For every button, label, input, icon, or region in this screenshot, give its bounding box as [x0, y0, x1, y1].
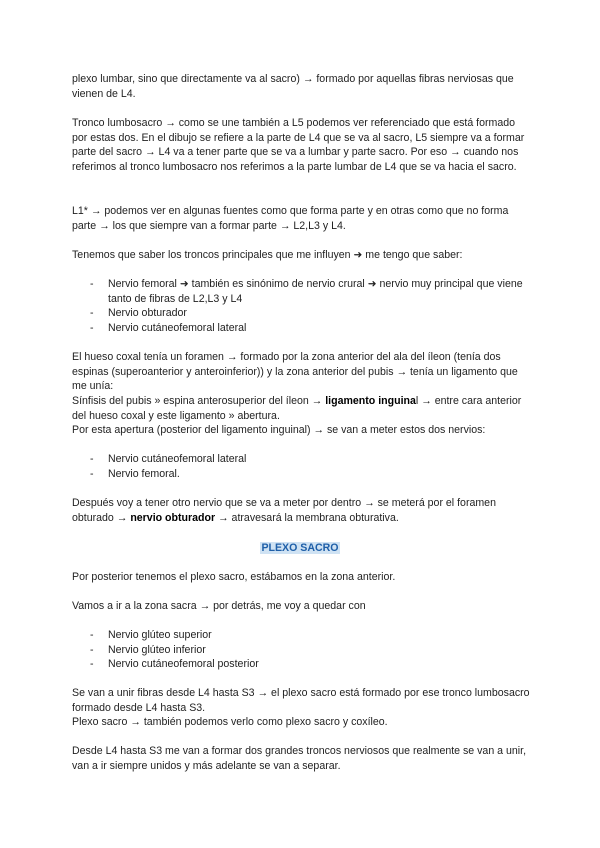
paragraph-apertura: Por esta apertura (posterior del ligamento inguinal) → se van a meter estos dos nervios:	[72, 424, 486, 436]
paragraph-fibras-l4-s3: Se van a unir fibras desde L4 hasta S3 → el plexo sacro está formado por ese tronco lumbosacro formado desde L4 hasta S3.	[72, 687, 530, 714]
paragraph-zona-sacra: Vamos a ir a la zona sacra → por detrás, me voy a quedar con	[72, 600, 366, 612]
list-item: - Nervio cutáneofemoral lateral	[90, 321, 530, 336]
paragraph-hueso-coxal: El hueso coxal tenía un foramen → formado por la zona anterior del ala del íleon (tenía dos espinas (superoanterior y anteroinferior)) y la zona anterior del pubis → tenía un ligamento que me unía:	[72, 351, 518, 393]
sinfisis-text: Sínfisis del pubis » espina anterosuperior del íleon →	[72, 395, 326, 407]
list-item: - Nervio femoral ➜ también es sinónimo de nervio crural ➜ nervio muy principal que viene tanto de fibras de L2,L3 y L4	[90, 277, 530, 306]
paragraph-troncos-principales: Tenemos que saber los troncos principales que me influyen ➜ me tengo que saber:	[72, 249, 463, 261]
list-item: - Nervio glúteo superior	[90, 628, 530, 643]
obturador-text: Después voy a tener otro nervio que se va a meter por dentro → se meterá por el foramen obturado →	[72, 497, 496, 524]
list-item: - Nervio glúteo inferior	[90, 643, 530, 658]
nervio-obturador-bold: nervio obturador	[130, 511, 216, 524]
section-heading-wrap	[0, 541, 600, 556]
paragraph-plexo-sacro-posterior: Por posterior tenemos el plexo sacro, estábamos en la zona anterior.	[72, 571, 396, 583]
paragraph-plexo-lumbar: plexo lumbar, sino que directamente va al sacro) → formado por aquellas fibras nerviosas que vienen de L4.	[72, 73, 514, 100]
paragraph-l1: L1* → podemos ver en algunas fuentes como que forma parte y en otras como que no forma parte → los que siempre van a formar parte → L2,L3 y L4.	[72, 205, 509, 232]
ligamento-inguinal-bold: ligamento inguina	[325, 395, 416, 407]
list-nervios-sacros	[90, 628, 530, 672]
paragraph-tronco-lumbosacro: Tronco lumbosacro → como se une también a L5 podemos ver referenciado que está formado por estas dos. En el dibujo se refiere a la parte de L4 que se va al sacro, L5 siempre va a formar parte del sacro → L4 va a tener parte que se va a lumbar y parte sacro. Por eso → cuando nos referimos al tronco lumbosacro nos referimos a la parte lumbar de L4 que se va hacia el sacro.	[72, 117, 525, 173]
list-item: - Nervio femoral.	[90, 467, 530, 482]
paragraph-troncos-nerviosos: Desde L4 hasta S3 me van a formar dos grandes troncos nerviosos que realmente se van a unir, van a ir siempre unidos y más adelante se van a separar.	[72, 745, 527, 772]
list-nervios-principales	[90, 277, 530, 335]
paragraph-plexo-coxileo: Plexo sacro → también podemos verlo como plexo sacro y coxíleo.	[72, 716, 388, 728]
section-heading: PLEXO SACRO	[261, 542, 339, 554]
list-item: - Nervio cutáneofemoral posterior	[90, 657, 530, 672]
paragraph-sinfisis	[72, 394, 530, 423]
sinfisis-text-end: l → entre cara anterior del hueso coxal y este ligamento » abertura.	[72, 395, 522, 422]
list-item: - Nervio obturador	[90, 306, 530, 321]
list-nervios-apertura	[90, 452, 530, 481]
list-item: - Nervio cutáneofemoral lateral	[90, 452, 530, 467]
paragraph-nervio-obturador	[72, 496, 530, 525]
obturador-text-end: → atravesará la membrana obturativa.	[215, 511, 399, 524]
